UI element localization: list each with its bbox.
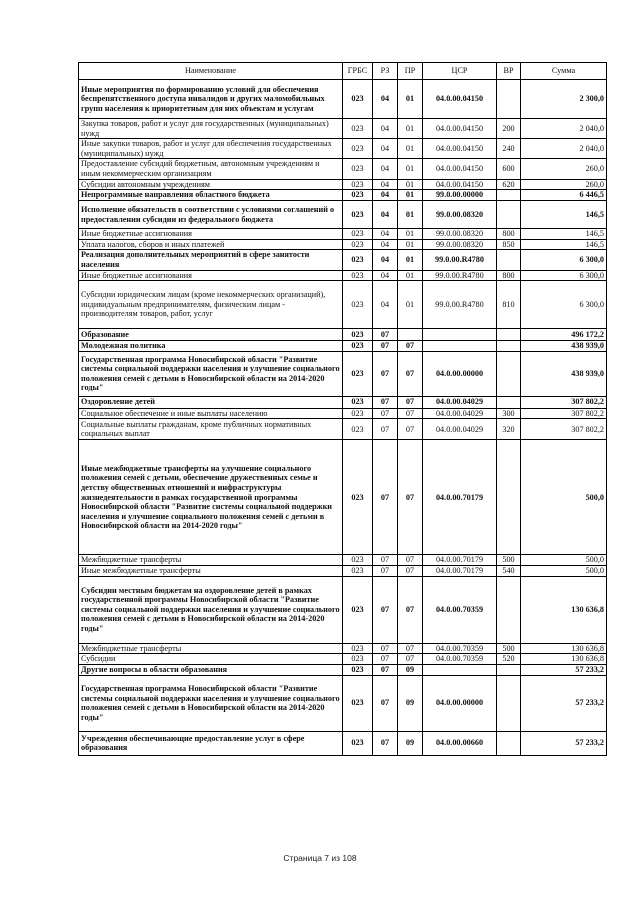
row-vr xyxy=(497,341,521,352)
row-rz: 04 xyxy=(373,179,398,190)
row-pr: 01 xyxy=(398,190,423,201)
row-vr xyxy=(497,329,521,341)
row-vr xyxy=(497,396,521,408)
row-grbs: 023 xyxy=(343,419,373,440)
budget-sheet xyxy=(78,62,606,756)
table-header-row xyxy=(79,63,607,80)
row-csr: 04.0.00.70179 xyxy=(423,555,497,566)
row-name: Государственная программа Новосибирской области "Развитие системы социальной поддержки населения и улучшение социального положения семей с детьми в Новосибирской области на 2014-2020 годы" xyxy=(79,351,343,396)
row-grbs: 023 xyxy=(343,565,373,576)
row-csr: 99.0.00.08320 xyxy=(423,239,497,250)
table-row xyxy=(79,190,607,201)
table-row xyxy=(79,408,607,419)
row-rz: 07 xyxy=(373,440,398,555)
row-vr: 240 xyxy=(497,139,521,159)
row-vr xyxy=(497,80,521,119)
row-sum: 500,0 xyxy=(521,440,607,555)
row-rz: 04 xyxy=(373,119,398,139)
row-pr: 01 xyxy=(398,179,423,190)
row-rz: 04 xyxy=(373,229,398,240)
row-pr: 07 xyxy=(398,654,423,665)
row-sum: 130 636,8 xyxy=(521,576,607,643)
row-sum: 6 446,5 xyxy=(521,190,607,201)
row-pr: 09 xyxy=(398,731,423,755)
row-csr: 04.0.00.04029 xyxy=(423,419,497,440)
row-pr: 01 xyxy=(398,229,423,240)
row-rz: 04 xyxy=(373,239,398,250)
row-name: Субсидии местным бюджетам на оздоровление детей в рамках государственной программы Новосибирской области "Развитие системы социальной поддержки населения и улучшение социального положения семей с детьми в Новосибирской области на 2014-2020 годы" xyxy=(79,576,343,643)
row-sum: 146,5 xyxy=(521,239,607,250)
row-sum: 6 300,0 xyxy=(521,250,607,270)
row-sum: 500,0 xyxy=(521,565,607,576)
row-name: Социальное обеспечение и иные выплаты населению xyxy=(79,408,343,419)
row-name: Субсидии юридическим лицам (кроме некоммерческих организаций), индивидуальным предпринимателям, физическим лицам - производителям товаров, работ, услуг xyxy=(79,281,343,329)
row-rz: 04 xyxy=(373,250,398,270)
row-rz: 04 xyxy=(373,159,398,179)
row-csr: 99.0.00.R4780 xyxy=(423,270,497,281)
row-csr: 04.0.00.04150 xyxy=(423,80,497,119)
row-grbs: 023 xyxy=(343,440,373,555)
row-sum: 2 040,0 xyxy=(521,139,607,159)
row-csr: 99.0.00.00000 xyxy=(423,190,497,201)
row-name: Межбюджетные трансферты xyxy=(79,555,343,566)
row-rz: 04 xyxy=(373,270,398,281)
row-vr xyxy=(497,190,521,201)
row-csr: 04.0.00.00000 xyxy=(423,351,497,396)
row-sum: 130 636,8 xyxy=(521,654,607,665)
row-csr: 99.0.00.R4780 xyxy=(423,250,497,270)
row-pr xyxy=(398,329,423,341)
table-row xyxy=(79,675,607,731)
table-row xyxy=(79,654,607,665)
row-grbs: 023 xyxy=(343,555,373,566)
row-vr xyxy=(497,440,521,555)
row-sum: 6 300,0 xyxy=(521,281,607,329)
row-csr: 04.0.00.04150 xyxy=(423,139,497,159)
row-csr: 04.0.00.00660 xyxy=(423,731,497,755)
row-rz: 04 xyxy=(373,190,398,201)
row-sum: 6 300,0 xyxy=(521,270,607,281)
row-pr: 01 xyxy=(398,239,423,250)
row-vr: 600 xyxy=(497,159,521,179)
row-pr: 09 xyxy=(398,675,423,731)
row-vr: 200 xyxy=(497,119,521,139)
row-name: Социальные выплаты гражданам, кроме публичных нормативных социальных выплат xyxy=(79,419,343,440)
row-grbs: 023 xyxy=(343,731,373,755)
table-row xyxy=(79,419,607,440)
table-row xyxy=(79,119,607,139)
table-row xyxy=(79,643,607,654)
row-vr: 540 xyxy=(497,565,521,576)
row-vr: 620 xyxy=(497,179,521,190)
row-sum: 438 939,0 xyxy=(521,351,607,396)
row-vr: 300 xyxy=(497,408,521,419)
row-grbs: 023 xyxy=(343,229,373,240)
row-pr: 01 xyxy=(398,119,423,139)
row-rz: 04 xyxy=(373,201,398,229)
table-row xyxy=(79,139,607,159)
row-grbs: 023 xyxy=(343,643,373,654)
row-csr: 04.0.00.04150 xyxy=(423,179,497,190)
table-row xyxy=(79,351,607,396)
header-sum: Сумма xyxy=(521,63,607,80)
table-row xyxy=(79,731,607,755)
row-rz: 07 xyxy=(373,351,398,396)
row-name: Субсидии xyxy=(79,654,343,665)
header-pr: ПР xyxy=(398,63,423,80)
row-csr xyxy=(423,329,497,341)
row-name: Уплата налогов, сборов и иных платежей xyxy=(79,239,343,250)
row-vr: 800 xyxy=(497,229,521,240)
row-csr: 04.0.00.70179 xyxy=(423,565,497,576)
row-rz: 07 xyxy=(373,731,398,755)
row-vr: 500 xyxy=(497,643,521,654)
row-sum: 57 233,2 xyxy=(521,664,607,675)
row-csr: 04.0.00.70179 xyxy=(423,440,497,555)
row-rz: 07 xyxy=(373,329,398,341)
row-pr: 07 xyxy=(398,555,423,566)
row-sum: 307 802,2 xyxy=(521,408,607,419)
row-grbs: 023 xyxy=(343,281,373,329)
row-sum: 307 802,2 xyxy=(521,396,607,408)
table-row xyxy=(79,80,607,119)
row-vr: 320 xyxy=(497,419,521,440)
row-vr xyxy=(497,576,521,643)
row-sum: 2 040,0 xyxy=(521,119,607,139)
row-grbs: 023 xyxy=(343,341,373,352)
row-vr xyxy=(497,201,521,229)
row-pr: 01 xyxy=(398,201,423,229)
table-row xyxy=(79,159,607,179)
row-grbs: 023 xyxy=(343,239,373,250)
row-grbs: 023 xyxy=(343,201,373,229)
row-grbs: 023 xyxy=(343,654,373,665)
table-body xyxy=(79,80,607,756)
row-csr: 04.0.00.70359 xyxy=(423,576,497,643)
row-rz: 07 xyxy=(373,555,398,566)
row-vr xyxy=(497,351,521,396)
row-sum: 500,0 xyxy=(521,555,607,566)
table-row xyxy=(79,440,607,555)
row-pr: 07 xyxy=(398,576,423,643)
table-row xyxy=(79,329,607,341)
row-pr: 01 xyxy=(398,250,423,270)
row-sum: 57 233,2 xyxy=(521,675,607,731)
row-rz: 04 xyxy=(373,139,398,159)
row-name: Иные межбюджетные трансферты на улучшение социального положения семей с детьми, обеспечение дружественных семье и детству общественных отношений и инфраструктуры жизнедеятельности в рамках государственной программы Новосибирской области "Развитие системы социальной поддержки населения и улучшение социального положения семей с детьми в Новосибирской области на 2014-2020 годы" xyxy=(79,440,343,555)
row-rz: 07 xyxy=(373,419,398,440)
row-sum: 496 172,2 xyxy=(521,329,607,341)
row-rz: 07 xyxy=(373,396,398,408)
row-name: Оздоровление детей xyxy=(79,396,343,408)
row-name: Межбюджетные трансферты xyxy=(79,643,343,654)
row-rz: 07 xyxy=(373,565,398,576)
row-name: Иные бюджетные ассигнования xyxy=(79,270,343,281)
row-grbs: 023 xyxy=(343,250,373,270)
row-pr: 07 xyxy=(398,565,423,576)
header-grbs: ГРБС xyxy=(343,63,373,80)
table-row xyxy=(79,555,607,566)
row-sum: 438 939,0 xyxy=(521,341,607,352)
row-name: Другие вопросы в области образования xyxy=(79,664,343,675)
row-csr: 04.0.00.04029 xyxy=(423,408,497,419)
page-number: Страница 7 из 108 xyxy=(283,853,357,863)
row-rz: 07 xyxy=(373,408,398,419)
row-name: Предоставление субсидий бюджетным, автономным учреждениям и иным некоммерческим организациям xyxy=(79,159,343,179)
header-csr: ЦСР xyxy=(423,63,497,80)
row-name: Реализация дополнительных мероприятий в сфере занятости населения xyxy=(79,250,343,270)
table-row xyxy=(79,341,607,352)
row-name: Закупка товаров, работ и услуг для государственных (муниципальных) нужд xyxy=(79,119,343,139)
row-vr: 810 xyxy=(497,281,521,329)
row-pr: 01 xyxy=(398,281,423,329)
row-name: Образование xyxy=(79,329,343,341)
header-rz: РЗ xyxy=(373,63,398,80)
row-csr: 99.0.00.08320 xyxy=(423,201,497,229)
table-row xyxy=(79,664,607,675)
table-row xyxy=(79,179,607,190)
row-sum: 260,0 xyxy=(521,179,607,190)
row-vr: 800 xyxy=(497,270,521,281)
row-pr: 01 xyxy=(398,270,423,281)
row-pr: 07 xyxy=(398,396,423,408)
row-pr: 01 xyxy=(398,80,423,119)
row-vr xyxy=(497,675,521,731)
row-sum: 2 300,0 xyxy=(521,80,607,119)
row-csr: 04.0.00.04150 xyxy=(423,159,497,179)
row-grbs: 023 xyxy=(343,80,373,119)
row-sum: 57 233,2 xyxy=(521,731,607,755)
row-pr: 07 xyxy=(398,440,423,555)
row-grbs: 023 xyxy=(343,190,373,201)
row-grbs: 023 xyxy=(343,576,373,643)
row-pr: 07 xyxy=(398,351,423,396)
table-row xyxy=(79,396,607,408)
row-csr xyxy=(423,664,497,675)
row-rz: 07 xyxy=(373,576,398,643)
row-grbs: 023 xyxy=(343,664,373,675)
row-grbs: 023 xyxy=(343,675,373,731)
row-name: Субсидии автономным учреждениям xyxy=(79,179,343,190)
row-name: Непрограммные направления областного бюджета xyxy=(79,190,343,201)
row-name: Иные закупки товаров, работ и услуг для обеспечения государственных (муниципальных) нужд xyxy=(79,139,343,159)
row-csr: 04.0.00.00000 xyxy=(423,675,497,731)
row-rz: 04 xyxy=(373,281,398,329)
row-rz: 07 xyxy=(373,341,398,352)
row-csr: 99.0.00.R4780 xyxy=(423,281,497,329)
table-row xyxy=(79,239,607,250)
row-name: Иные межбюджетные трансферты xyxy=(79,565,343,576)
row-csr: 04.0.00.04029 xyxy=(423,396,497,408)
row-vr: 850 xyxy=(497,239,521,250)
table-row xyxy=(79,201,607,229)
row-vr xyxy=(497,250,521,270)
row-csr: 04.0.00.04150 xyxy=(423,119,497,139)
row-vr: 520 xyxy=(497,654,521,665)
row-csr: 99.0.00.08320 xyxy=(423,229,497,240)
row-pr: 09 xyxy=(398,664,423,675)
row-rz: 07 xyxy=(373,654,398,665)
row-grbs: 023 xyxy=(343,179,373,190)
row-pr: 01 xyxy=(398,139,423,159)
row-vr xyxy=(497,664,521,675)
row-grbs: 023 xyxy=(343,396,373,408)
row-name: Иные мероприятия по формированию условий для обеспечения беспрепятственного доступа инвалидов и других маломобильных групп населения к приоритетным для них объектам и услугам xyxy=(79,80,343,119)
row-grbs: 023 xyxy=(343,408,373,419)
row-sum: 307 802,2 xyxy=(521,419,607,440)
budget-table xyxy=(78,62,607,756)
row-grbs: 023 xyxy=(343,270,373,281)
row-name: Молодежная политика xyxy=(79,341,343,352)
row-pr: 01 xyxy=(398,159,423,179)
row-name: Государственная программа Новосибирской области "Развитие системы социальной поддержки населения и улучшение социального положения семей с детьми в Новосибирской области на 2014-2020 годы" xyxy=(79,675,343,731)
row-name: Исполнение обязательств в соответствии с условиями соглашений о предоставлении субсидии из федерального бюджета xyxy=(79,201,343,229)
row-grbs: 023 xyxy=(343,159,373,179)
table-row xyxy=(79,270,607,281)
row-vr xyxy=(497,731,521,755)
table-row xyxy=(79,576,607,643)
row-name: Иные бюджетные ассигнования xyxy=(79,229,343,240)
row-sum: 146,5 xyxy=(521,229,607,240)
row-vr: 500 xyxy=(497,555,521,566)
row-pr: 07 xyxy=(398,643,423,654)
row-grbs: 023 xyxy=(343,351,373,396)
row-csr: 04.0.00.70359 xyxy=(423,643,497,654)
table-row xyxy=(79,229,607,240)
row-rz: 07 xyxy=(373,664,398,675)
header-name: Наименование xyxy=(79,63,343,80)
row-rz: 07 xyxy=(373,675,398,731)
table-row xyxy=(79,565,607,576)
row-csr: 04.0.00.70359 xyxy=(423,654,497,665)
row-rz: 07 xyxy=(373,643,398,654)
table-row xyxy=(79,250,607,270)
row-pr: 07 xyxy=(398,341,423,352)
row-sum: 260,0 xyxy=(521,159,607,179)
row-grbs: 023 xyxy=(343,119,373,139)
row-pr: 07 xyxy=(398,419,423,440)
row-csr xyxy=(423,341,497,352)
row-sum: 146,5 xyxy=(521,201,607,229)
row-grbs: 023 xyxy=(343,329,373,341)
header-vr: ВР xyxy=(497,63,521,80)
table-row xyxy=(79,281,607,329)
row-pr: 07 xyxy=(398,408,423,419)
row-rz: 04 xyxy=(373,80,398,119)
row-name: Учреждения обеспечивающие предоставление услуг в сфере образования xyxy=(79,731,343,755)
row-grbs: 023 xyxy=(343,139,373,159)
row-sum: 130 636,8 xyxy=(521,643,607,654)
